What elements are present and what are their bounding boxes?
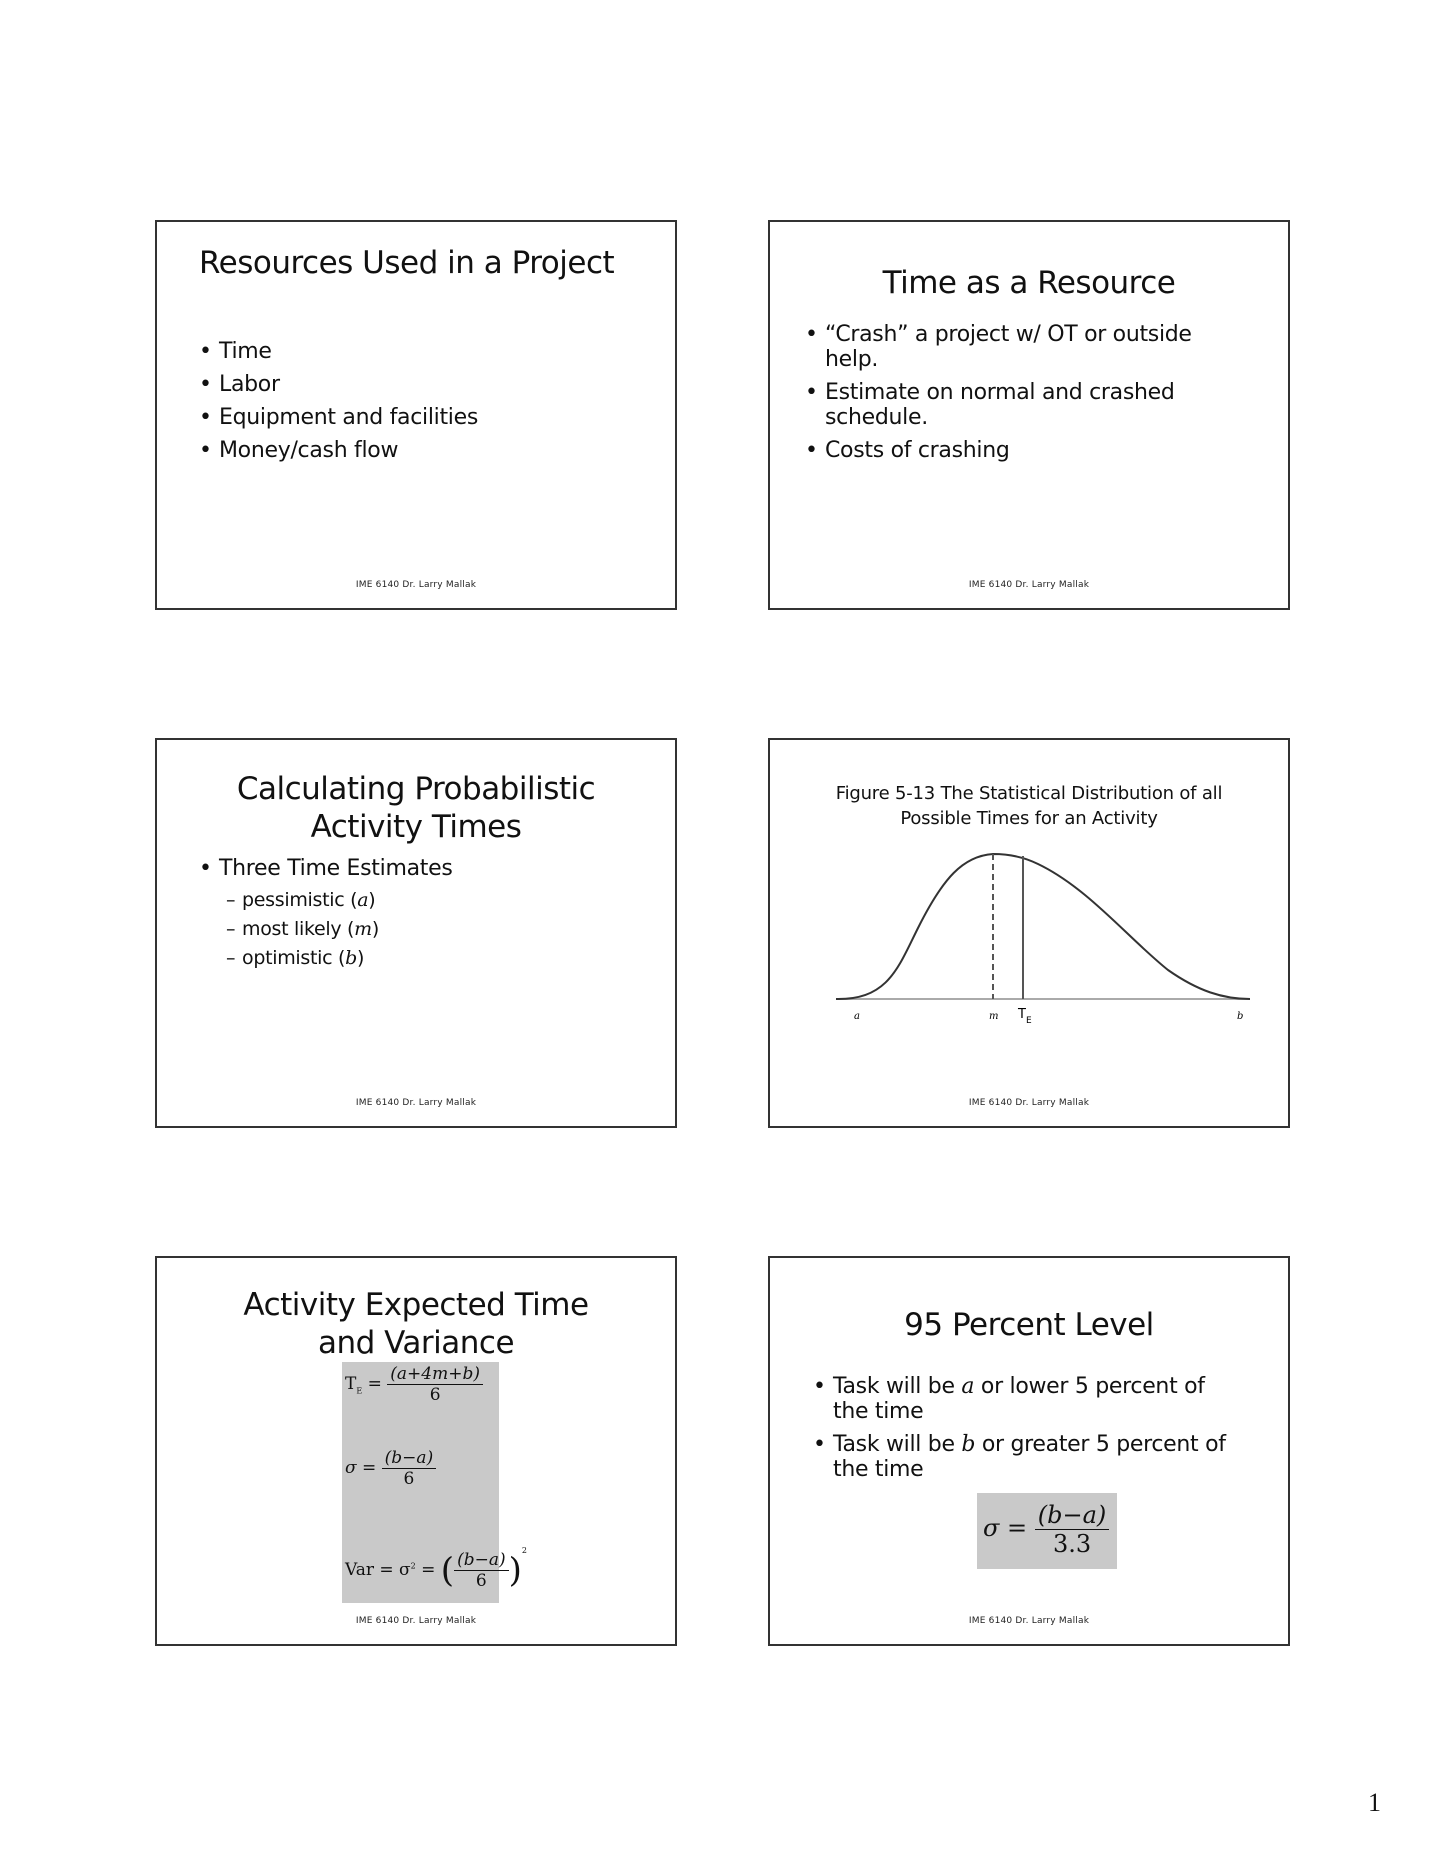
- te-formula: $T_E$ = $\frac{(a+4m+b)}{6}$: [345, 1364, 483, 1405]
- formula-box: [342, 1362, 527, 1603]
- sub-bullet-item: – optimistic (b): [226, 944, 379, 973]
- slide-title: Calculating Probabilistic Activity Times: [236, 771, 596, 845]
- bullet-list: [805, 322, 1205, 471]
- bullet-item: • Labor: [199, 372, 478, 397]
- distribution-curve: [836, 854, 1250, 999]
- figure-caption: Figure 5-13 The Statistical Distribution of all Possible Times for an Activity: [835, 783, 1223, 829]
- slide-footer: IME 6140 Dr. Larry Mallak: [968, 1616, 1090, 1626]
- distribution-figure: [768, 738, 1290, 1128]
- slide-probabilistic-times: [155, 738, 677, 1128]
- sub-bullet-item: – most likely (m): [226, 915, 379, 944]
- sub-bullet-item: – pessimistic (a): [226, 886, 379, 915]
- slide-resources-used: [155, 220, 677, 610]
- bullet-list: [813, 1374, 1243, 1490]
- bullet-list: [199, 856, 452, 889]
- slide-95-percent-level: [768, 1256, 1290, 1646]
- bullet-item: • “Crash” a project w/ OT or outside help.: [805, 322, 1205, 372]
- label-te-sub: E: [1026, 1016, 1032, 1026]
- page-number: 1: [1368, 1788, 1381, 1817]
- variance-formula: Var = $\sigma^2$ = ( $\frac{(b-a)}{6}$ )$^2$: [345, 1546, 527, 1591]
- bullet-item: • Equipment and facilities: [199, 405, 478, 430]
- slide-footer: IME 6140 Dr. Larry Mallak: [968, 1098, 1090, 1108]
- slide-footer: IME 6140 Dr. Larry Mallak: [968, 580, 1090, 590]
- label-te: T: [1018, 1007, 1026, 1022]
- bullet-item: • Three Time Estimates: [199, 856, 452, 881]
- slide-footer: IME 6140 Dr. Larry Mallak: [355, 1616, 477, 1626]
- sigma-formula-box: [977, 1493, 1117, 1569]
- bullet-item: • Costs of crashing: [805, 438, 1205, 463]
- bullet-item: • Estimate on normal and crashed schedule.: [805, 380, 1205, 430]
- bullet-item: • Money/cash flow: [199, 438, 478, 463]
- label-a: a: [854, 1011, 860, 1022]
- slide-title: 95 Percent Level: [904, 1307, 1154, 1343]
- label-b: b: [1237, 1011, 1244, 1022]
- bullet-item: • Task will be b or greater 5 percent of the time: [813, 1432, 1243, 1482]
- slide-footer: IME 6140 Dr. Larry Mallak: [355, 580, 477, 590]
- slide-expected-time-variance: [155, 1256, 677, 1646]
- slide-figure-distribution: [768, 738, 1290, 1128]
- slide-time-as-resource: [768, 220, 1290, 610]
- sub-bullet-list: [226, 886, 379, 973]
- slide-title: Activity Expected Time and Variance: [243, 1287, 589, 1361]
- sigma-formula: σ = $\frac{(b-a)}{3.3}$: [983, 1501, 1109, 1558]
- slide-title: Time as a Resource: [882, 265, 1176, 301]
- bullet-item: • Time: [199, 339, 478, 364]
- slide-footer: IME 6140 Dr. Larry Mallak: [355, 1098, 477, 1108]
- slide-title: Resources Used in a Project: [199, 245, 615, 281]
- label-m: m: [989, 1011, 999, 1022]
- bullet-item: • Task will be a or lower 5 percent of the time: [813, 1374, 1243, 1424]
- bullet-list: [199, 339, 478, 471]
- sigma-formula: σ = $\frac{(b-a)}{6}$: [345, 1448, 436, 1489]
